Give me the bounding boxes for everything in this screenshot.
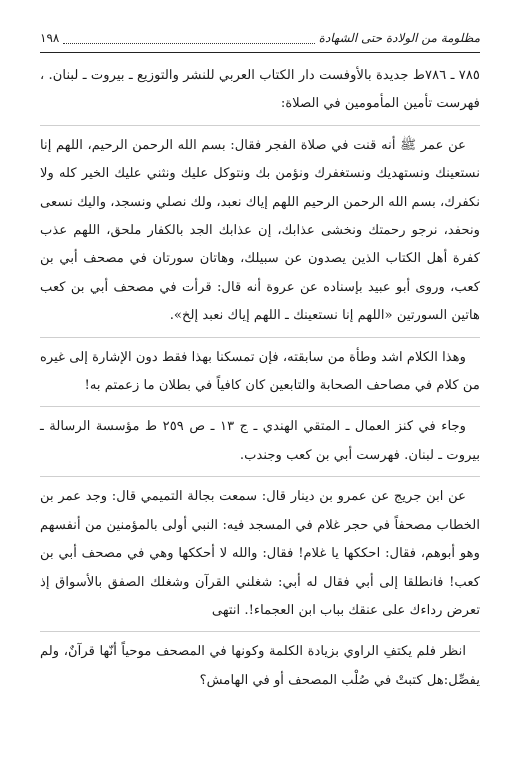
running-header [40, 28, 480, 48]
header-title: مظلومة من الولادة حتى الشهادة [318, 31, 480, 45]
paragraph-6: انظر فلم يكتفِ الراوي بزيادة الكلمة وكونها في المصحف موحياً أنّها قرآنٌ، ولم يفصِّل:هل كتبتْ في صُلْب المصحف أو في الهامش؟ [40, 644, 480, 688]
paragraph-separator [40, 631, 480, 632]
paragraph-4: وجاء في كنز العمال ـ المتقي الهندي ـ ج ١٣ ـ ص ٢٥٩ ط مؤسسة الرسالة ـ بيروت ـ لبنان. فهرست أبي بن كعب وجندب. [40, 419, 480, 463]
paragraph-separator [40, 406, 480, 407]
header-rule [40, 52, 480, 53]
header-dot-leader [63, 33, 314, 44]
page-number: ١٩٨ [40, 31, 60, 45]
page-body [40, 62, 480, 701]
paragraph-1: ٧٨٥ ـ ٧٨٦ط جديدة بالأوفست دار الكتاب العربي للنشر والتوزيع ـ بيروت ـ لبنان. ، فهرست تأمين المأمومين في الصلاة: [40, 68, 480, 112]
paragraph-2: عن عمر ﷺ أنه قنت في صلاة الفجر فقال: بسم الله الرحمن الرحيم، اللهم إنا نستعينك ونستهديك ونستغفرك ونؤمن بك ونتوكل عليك ونثني عليك الخير كله ولا نكفرك، بسم الله الرحمن الرحيم اللهم إياك نعبد، ولك نصلي ونسجد، واليك نسعى ونحفد، نرجو رحمتك ونخشى عذابك، إن عذابك الجد بالكفار ملحق، اللهم عذب كفرة أهل الكتاب الذين يصدون عن سبيلك، وهاتان سورتان في مصحف أبي بن كعب، وروى أبو عبيد بإسناده عن عروة أنه قال: قرأت في مصحف أبي بن كعب هاتين السورتين «اللهم إنا نستعينك ـ اللهم إياك نعبد إلخ». [39, 137, 480, 324]
paragraph-separator [40, 125, 480, 126]
paragraph-separator [40, 476, 480, 477]
paragraph-5: عن ابن جريج عن عمرو بن دينار قال: سمعت بجالة التميمي قال: وجد عمر بن الخطاب مصحفاً في حجر غلام في المسجد فيه: النبي أولى بالمؤمنين من أنفسهم وهو أبوهم، فقال: احككها يا غلام! فقال: والله لا أحككها وهي في مصحف أبي بن كعب! فانطلقا إلى أبي فقال له أبي: شغلني القرآن وشغلك الصفق بالأسواق إذ تعرض رداءك على عنقك بباب ابن العجماء!. انتهى [40, 489, 480, 618]
paragraph-separator [40, 337, 480, 338]
paragraph-3: وهذا الكلام اشد وطأة من سابقته، فإن تمسكنا بهذا فقط دون الإشارة إلى غيره من كلام في مصاحف الصحابة والتابعين كان كافياً في بطلان ما زعمتم به! [39, 349, 480, 394]
